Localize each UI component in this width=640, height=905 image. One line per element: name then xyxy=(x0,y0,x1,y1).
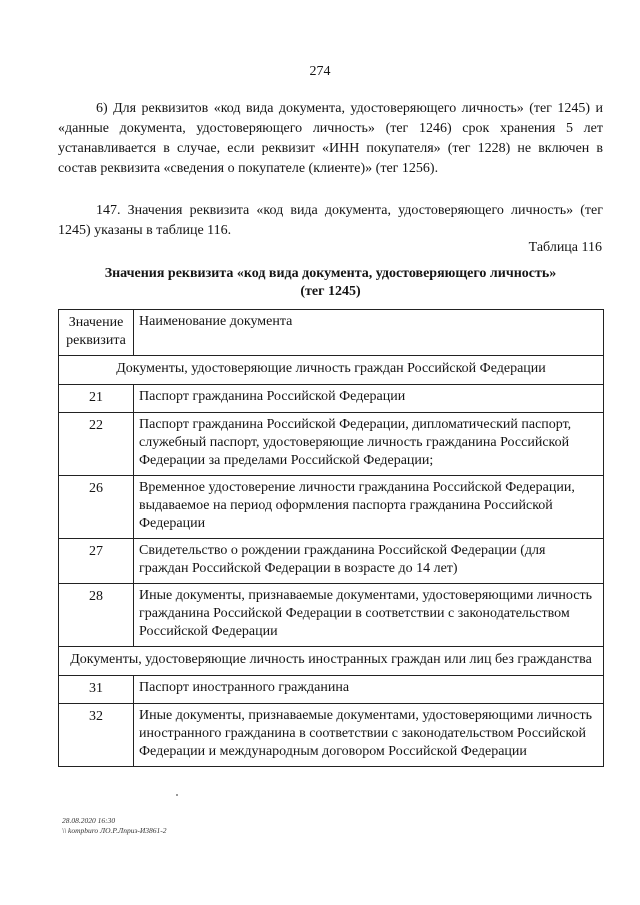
name-cell: Свидетельство о рождении гражданина Российской Федерации (для граждан Российской Федерации в возрасте до 14 лет) xyxy=(134,539,604,584)
name-cell: Паспорт гражданина Российской Федерации, дипломатический паспорт, служебный паспорт, удостоверяющие личность гражданина Российской Федерации за пределами Российской Федерации; xyxy=(134,413,604,476)
paragraph-6-text: 6) Для реквизитов «код вида документа, удостоверяющего личность» (тег 1245) и «данные документа, удостоверяющего личность» (тег 1246) срок хранения 5 лет устанавливается в случае, если реквизит «ИНН покупателя» (тег 1228) не включен в состав реквизита «сведения о покупателе (клиенте)» (тег 1256). xyxy=(58,101,603,176)
code-cell: 21 xyxy=(59,385,134,413)
table-label: Таблица 116 xyxy=(528,240,602,255)
requisite-values-table xyxy=(58,309,604,767)
table-row xyxy=(59,584,604,647)
code-cell: 31 xyxy=(59,676,134,704)
code-cell: 22 xyxy=(59,413,134,476)
table-title-line2: (тег 1245) xyxy=(300,284,361,299)
section-title-russian-citizens: Документы, удостоверяющие личность граждан Российской Федерации xyxy=(59,356,604,385)
section-row xyxy=(59,647,604,676)
page-number: 274 xyxy=(309,64,331,79)
section-row xyxy=(59,356,604,385)
header-code-cell: Значение реквизита xyxy=(59,310,134,356)
name-cell: Временное удостоверение личности гражданина Российской Федерации, выдаваемое на период оформления паспорта гражданина Российской Федерации xyxy=(134,476,604,539)
name-cell: Паспорт гражданина Российской Федерации xyxy=(134,385,604,413)
print-footer xyxy=(62,816,167,836)
table-row xyxy=(59,676,604,704)
scan-speck xyxy=(176,794,178,796)
table-row xyxy=(59,413,604,476)
section-title-foreign-citizens: Документы, удостоверяющие личность иностранных граждан или лиц без гражданства xyxy=(59,647,604,676)
table-row xyxy=(59,385,604,413)
name-cell: Иные документы, признаваемые документами, удостоверяющими личность гражданина Российской Федерации в соответствии с законодательством Российской Федерации xyxy=(134,584,604,647)
name-cell: Иные документы, признаваемые документами, удостоверяющими личность иностранного гражданина в соответствии с законодательством Российской Федерации и международным договором Российской Федерации xyxy=(134,704,604,767)
code-cell: 32 xyxy=(59,704,134,767)
table-header-row xyxy=(59,310,604,356)
paragraph-147-text: 147. Значения реквизита «код вида документа, удостоверяющего личность» (тег 1245) указаны в таблице 116. xyxy=(58,203,603,238)
code-cell: 27 xyxy=(59,539,134,584)
name-cell: Паспорт иностранного гражданина xyxy=(134,676,604,704)
table-title xyxy=(58,265,603,301)
table-row xyxy=(59,539,604,584)
code-cell: 28 xyxy=(59,584,134,647)
header-name-cell: Наименование документа xyxy=(134,310,604,356)
paragraph-6 xyxy=(58,99,603,179)
code-cell: 26 xyxy=(59,476,134,539)
paragraph-147 xyxy=(58,201,603,241)
footer-timestamp: 28.08.2020 16:30 xyxy=(62,816,116,825)
footer-file-path: \\ kompburo ЛО.Р.Лприз-И3861-2 xyxy=(62,826,167,835)
table-row xyxy=(59,704,604,767)
table-title-line1: Значения реквизита «код вида документа, удостоверяющего личность» xyxy=(104,266,557,281)
table-row xyxy=(59,476,604,539)
